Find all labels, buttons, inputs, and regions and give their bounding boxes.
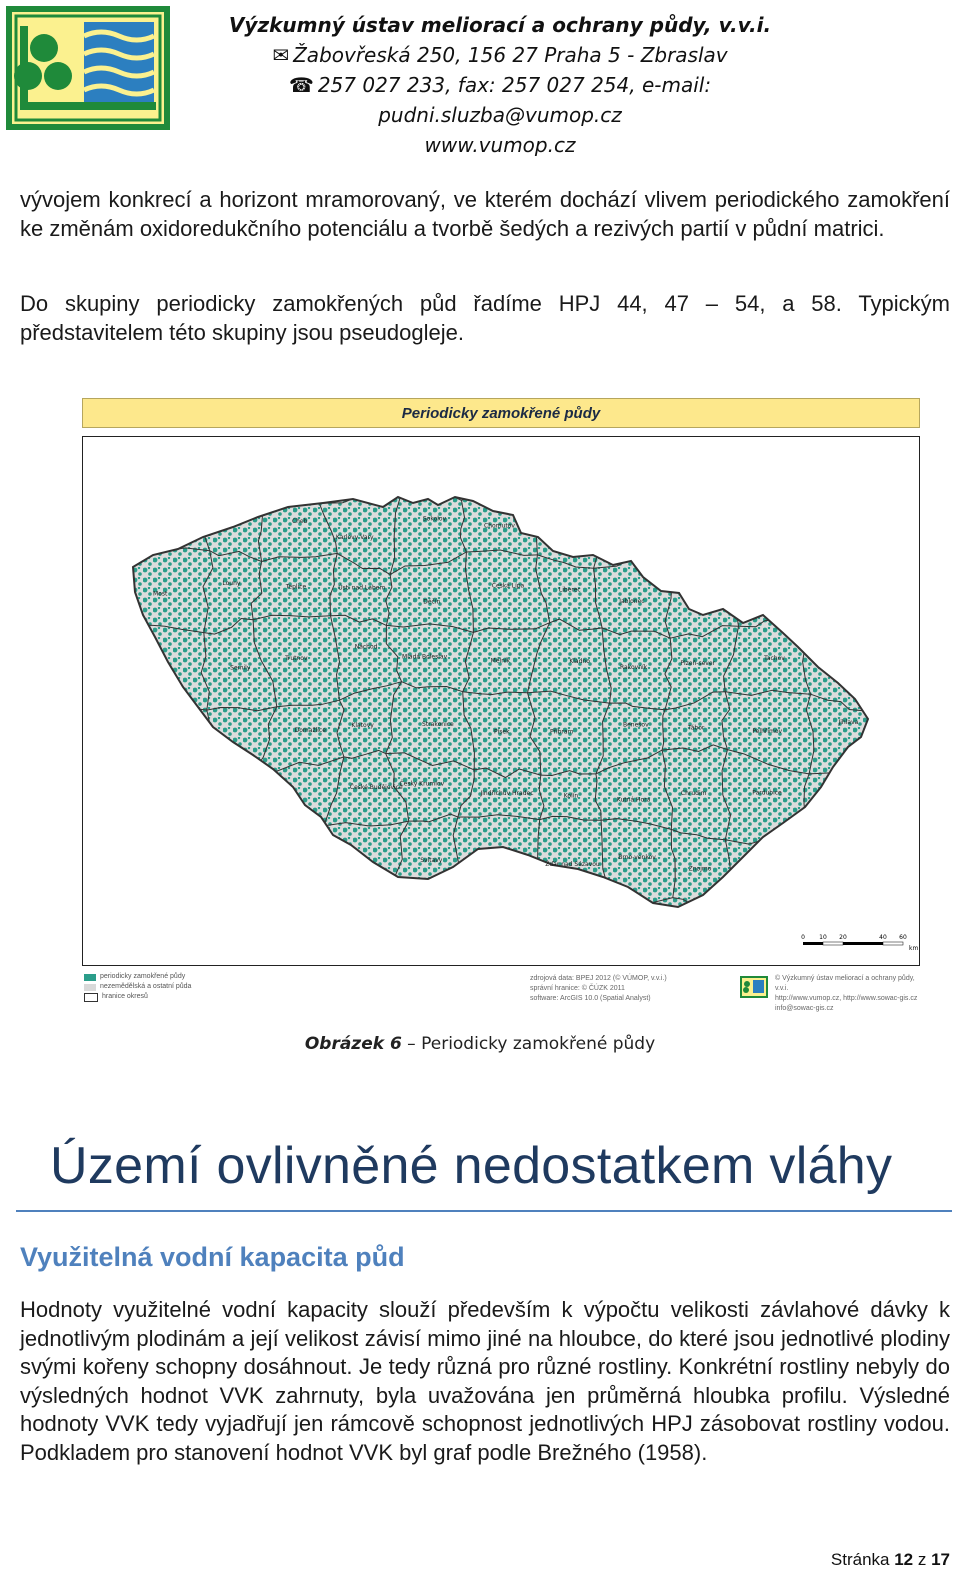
region-label: Louny <box>222 580 241 588</box>
district-boundary <box>189 826 251 834</box>
district-boundary <box>251 887 319 911</box>
czech-map <box>83 437 918 964</box>
region-label: Most <box>153 590 168 598</box>
caption-text: Periodicky zamokřené půdy <box>421 1034 656 1054</box>
credit-line: zdrojová data: BPEJ 2012 (© VÚMOP, v.v.i.) <box>530 975 667 982</box>
region-label: Mladá Boleslav <box>402 653 448 661</box>
district-boundary <box>199 763 253 773</box>
region-label: Benešov <box>622 721 649 729</box>
district-boundary <box>454 896 534 903</box>
district-boundary <box>871 845 888 905</box>
page-number: Stránka 12 z 17 <box>830 1550 950 1569</box>
district-boundary <box>128 819 190 833</box>
district-boundary <box>677 481 742 492</box>
scale-unit: km <box>909 945 918 952</box>
district-boundary <box>262 491 319 504</box>
legend-swatch <box>84 993 98 1002</box>
district-boundary <box>135 896 190 904</box>
region-label: Klatovy <box>351 721 374 729</box>
district-boundary <box>189 832 194 896</box>
district-boundary <box>121 704 207 711</box>
district-boundary <box>320 887 391 895</box>
district-boundary <box>128 484 185 496</box>
district-boundary <box>742 479 799 492</box>
district-boundary <box>319 826 325 887</box>
district-boundary <box>391 894 454 903</box>
map-figure <box>80 396 924 1012</box>
district-boundary <box>604 481 677 487</box>
district-boundary <box>807 839 872 845</box>
region-label: Tachov <box>764 655 785 663</box>
region-label: Jihlava <box>838 718 859 726</box>
figure-caption <box>0 1034 960 1054</box>
region-label: Jindřichův Hradec <box>480 789 534 797</box>
page-header <box>0 0 960 157</box>
region-label: Domažlice <box>294 726 326 734</box>
scale-label: 40 <box>879 934 887 941</box>
region-label: Náchod <box>354 643 378 651</box>
section-heading: Území ovlivněné nedostatkem vláhy <box>50 1137 893 1195</box>
institute-web[interactable]: www.vumop.cz <box>424 133 576 157</box>
map-scale <box>801 934 918 952</box>
district-boundary <box>185 484 263 493</box>
legend-swatch <box>84 974 96 981</box>
district-boundary <box>668 556 728 573</box>
legend-item <box>84 972 191 982</box>
caption-label: Obrázek 6 <box>304 1034 402 1054</box>
subsection-heading: Využitelná vodní kapacita půd <box>20 1242 405 1272</box>
envelope-icon: ✉ <box>272 43 290 67</box>
district-boundary <box>127 775 132 818</box>
district-boundary <box>864 617 884 711</box>
credit-line: správní hranice: © ČÚZK 2011 <box>530 985 625 992</box>
district-boundary <box>875 506 889 552</box>
region-label: Strakonice <box>422 720 454 728</box>
region-label: Pelhřimov <box>752 727 783 735</box>
paragraph-hpj: Do skupiny periodicky zamokřených půd řadíme HPJ 44, 47 – 54, a 58. Typickým představitelem této skupiny jsou pseudogleje. <box>20 291 950 345</box>
scale-label: 0 <box>801 934 805 941</box>
district-boundary <box>121 625 131 704</box>
region-label: Česká Lípa <box>491 582 525 590</box>
region-label: Žďár nad Sázavou <box>545 860 600 868</box>
scale-label: 10 <box>819 934 827 941</box>
region-label: Cheb <box>291 517 308 525</box>
district-boundary <box>729 900 813 912</box>
district-boundary <box>127 763 199 775</box>
district-boundary <box>128 819 138 905</box>
district-boundary <box>534 896 605 912</box>
district-boundary <box>796 572 801 621</box>
copyright-line: info@sowac-gis.cz <box>775 1005 834 1012</box>
region-label: Trutnov <box>285 655 308 662</box>
region-label: Kladno <box>569 657 590 665</box>
legend-item <box>84 982 191 992</box>
district-boundary <box>189 896 251 912</box>
region-label: Rakovník <box>620 663 648 671</box>
region-label: Písek <box>494 728 510 736</box>
district-boundary <box>798 479 889 507</box>
paragraph-vvk: Hodnoty využitelné vodní kapacity slouží především k výpočtu velikosti závlahové dávky k jednotlivým plodinám a její velikost závisí mimo jiné na hloubce, do které jsou jednotlivé plodiny svými kořeny schopny dosáhnout. Je tedy různá pro různé rostliny. Konkrétní rostliny nebyly do výsledných hodnot VVK zahrnuty, byla uvažována jen průměrná hloubka profilu. Výsledné hodnoty VVK tedy vyjadřují jen rámcově schopnost jednotlivých HPJ zásobovat rostliny vodou. Podkladem pro stanovení hodnot VVK byl graf podle Brežného (1958). <box>20 1297 950 1465</box>
district-boundary <box>117 558 132 625</box>
region-label: Příbram <box>549 728 574 736</box>
legend-item <box>84 992 191 1002</box>
map-copyright <box>775 974 924 1014</box>
legend-label: hranice okresů <box>102 993 148 1000</box>
region-label: Kolín <box>563 792 579 800</box>
district-boundary <box>462 479 541 500</box>
region-label: Pardubice <box>752 789 782 797</box>
region-label: Mělník <box>490 657 511 665</box>
region-label: České Budějovice <box>349 784 403 791</box>
district-boundary <box>813 898 888 909</box>
district-boundary <box>875 552 884 617</box>
region-label: Děčín <box>423 598 441 606</box>
district-boundary <box>668 482 678 556</box>
institute-info <box>200 10 800 160</box>
scale-label: 60 <box>899 934 907 941</box>
district-boundary <box>251 824 324 829</box>
map-legend <box>84 972 191 1002</box>
district-boundary <box>117 494 128 559</box>
region-label: Svitavy <box>420 857 443 865</box>
telephone-icon: ☎ <box>288 73 314 97</box>
map-credits <box>530 974 667 1004</box>
region-label: Jablonec <box>619 598 645 606</box>
vumop-mini-logo <box>740 976 768 998</box>
region-label: Sokolov <box>422 515 447 523</box>
region-label: Kutná Hora <box>616 796 651 804</box>
district-boundary <box>871 753 886 845</box>
region-label: Chrudim <box>680 789 707 797</box>
region-label: Český Krumlov <box>399 780 445 788</box>
paragraph-intro: vývojem konkrecí a horizont mramorovaný, ve kterém dochází vlivem periodického zamokření ke změnám oxidoredukčního potenciálu a tvorbě šedých a rezivých partií v půdní matrici. <box>20 187 950 241</box>
institute-contact: ☎ 257 027 233, fax: 257 027 254, e-mail: pudni.sluzba@vumop.cz <box>288 73 712 127</box>
district-boundary <box>249 773 256 828</box>
map-frame <box>82 436 920 966</box>
district-boundary <box>541 479 604 484</box>
district-boundary <box>806 839 813 900</box>
institute-address: ✉ Žabovřeská 250, 156 27 Praha 5 - Zbraslav <box>272 43 728 67</box>
region-label: Karlovy Vary <box>335 534 374 541</box>
region-label: Ústí nad Labem <box>338 584 386 592</box>
legend-label: periodicky zamokřené půdy <box>100 973 186 980</box>
map-title: Periodicky zamokřené půdy <box>82 398 920 428</box>
region-label: Teplice <box>285 583 307 591</box>
region-label: Plzeň-sever <box>680 660 716 667</box>
district-boundary <box>727 492 741 573</box>
district-boundary <box>727 569 800 577</box>
region-label: Tábor <box>688 724 705 732</box>
district-boundary <box>251 828 253 912</box>
region-label: Znojmo <box>688 865 712 873</box>
region-label: Liberec <box>558 586 581 594</box>
credit-line: software: ArcGIS 10.0 (Spatial Analyst) <box>530 995 651 1002</box>
institute-name: Výzkumný ústav meliorací a ochrany půdy, v.v.i. <box>228 13 772 37</box>
district-boundary <box>121 704 128 775</box>
region-label: Brno-venkov <box>618 854 656 861</box>
copyright-line: http://www.vumop.cz, http://www.sowac-gis.cz <box>775 995 918 1002</box>
district-boundary <box>795 479 804 572</box>
district-boundary <box>189 763 201 832</box>
legend-label: nezemědělská a ostatní půda <box>100 983 192 990</box>
scale-label: 20 <box>839 934 847 941</box>
region-label: Chomutov <box>484 522 515 530</box>
region-label: Semily <box>230 664 251 672</box>
vumop-logo <box>6 6 170 130</box>
caption-separator: – <box>401 1034 422 1054</box>
district-boundary <box>801 617 883 622</box>
copyright-line: © Výzkumný ústav meliorací a ochrany půdy, v.v.i. <box>775 975 915 992</box>
heading-divider <box>16 1210 952 1212</box>
legend-swatch <box>84 984 96 991</box>
district-boundary <box>800 552 875 571</box>
